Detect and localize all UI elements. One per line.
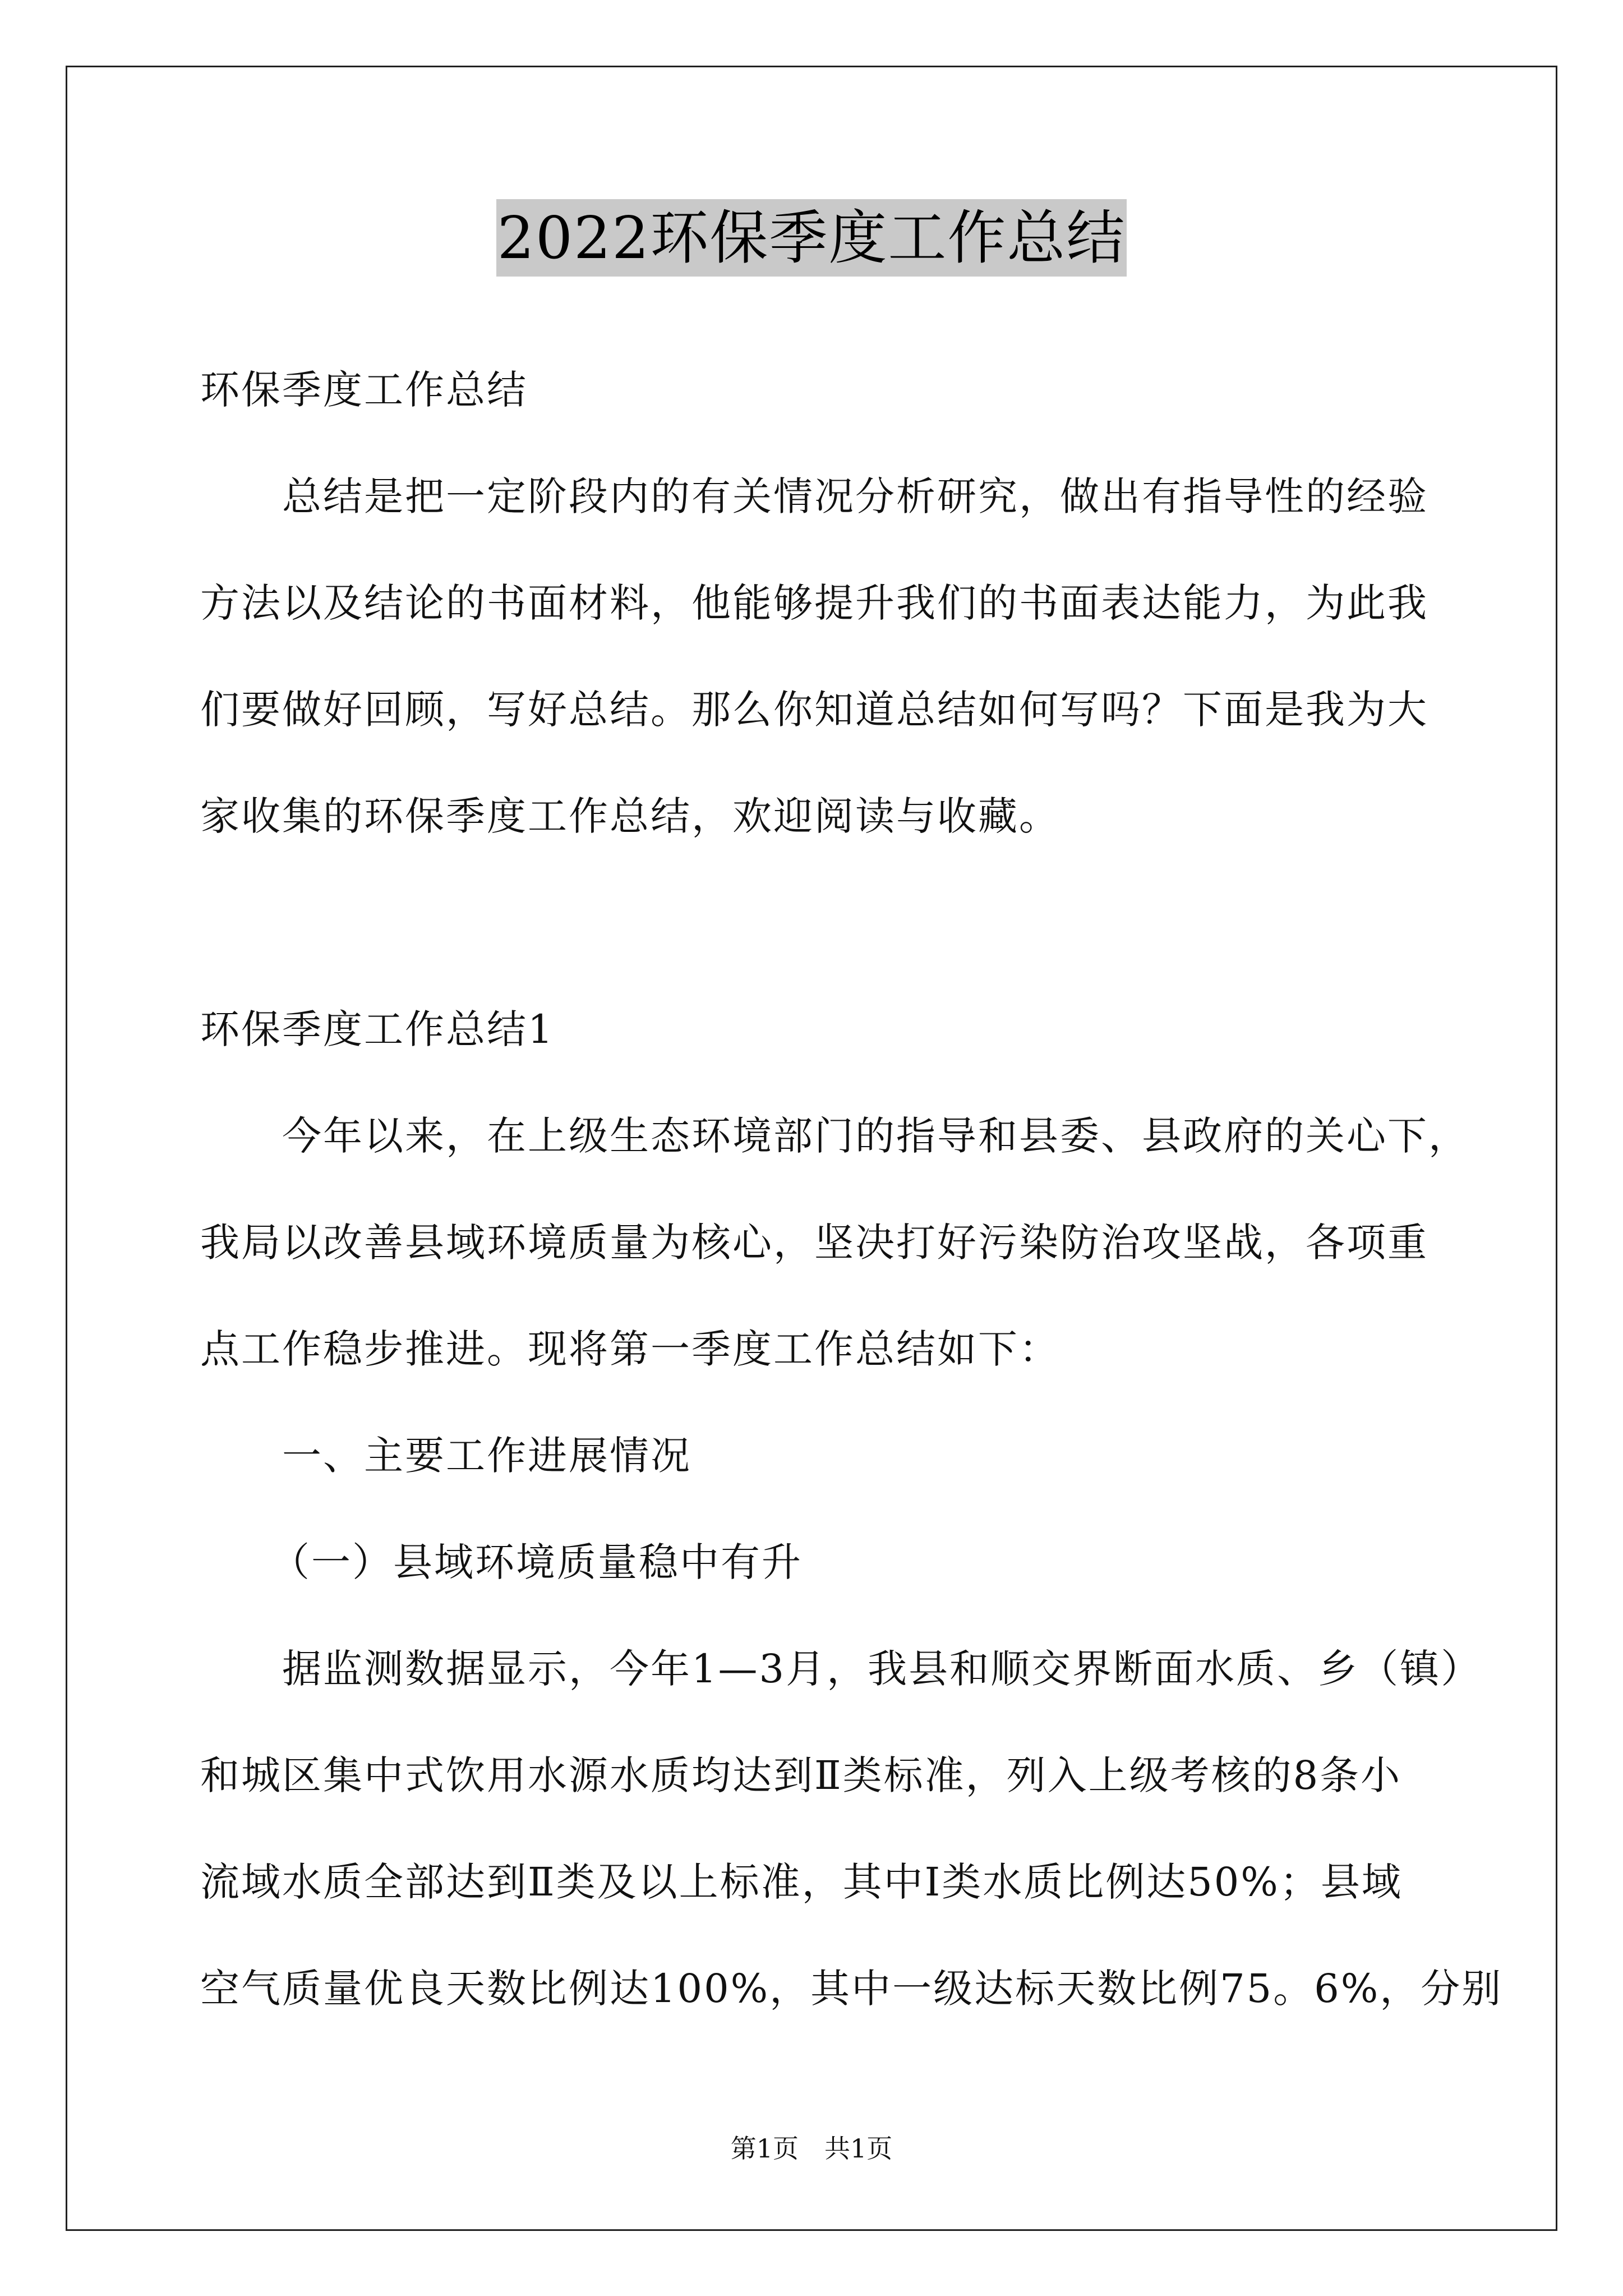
intro-paragraph-line: 家收集的环保季度工作总结，欢迎阅读与收藏。 xyxy=(200,793,1060,839)
document-title: 2022环保季度工作总结 xyxy=(496,199,1127,277)
body-paragraph-line: 空气质量优良天数比例达100%，其中一级达标天数比例75。6%，分别 xyxy=(200,1966,1503,2012)
intro-paragraph-line: 方法以及结论的书面材料，他能够提升我们的书面表达能力，为此我 xyxy=(200,580,1428,626)
heading-level-2: （一）县域环境质量稳中有升 xyxy=(270,1539,803,1585)
page-footer: 第1页 共1页 xyxy=(730,2133,893,2164)
body-paragraph-line: 流域水质全部达到Ⅱ类及以上标准，其中Ⅰ类水质比例达50%；县域 xyxy=(200,1859,1403,1905)
body-paragraph-line: 据监测数据显示，今年1—3月，我县和顺交界断面水质、乡（镇） xyxy=(282,1646,1482,1692)
subtitle-line: 环保季度工作总结 xyxy=(200,367,528,413)
document-body xyxy=(200,337,1503,2042)
section-heading: 环保季度工作总结1 xyxy=(200,1006,555,1052)
intro-paragraph-line: 们要做好回顾，写好总结。那么你知道总结如何写吗？下面是我为大 xyxy=(200,687,1428,733)
intro-paragraph-line: 总结是把一定阶段内的有关情况分析研究，做出有指导性的经验 xyxy=(282,473,1428,519)
body-paragraph-line: 我局以改善县域环境质量为核心，坚决打好污染防治攻坚战，各项重 xyxy=(200,1220,1428,1266)
body-paragraph-line: 和城区集中式饮用水源水质均达到Ⅱ类标准，列入上级考核的8条小 xyxy=(200,1752,1402,1798)
body-paragraph-line: 点工作稳步推进。现将第一季度工作总结如下： xyxy=(200,1326,1060,1372)
document-title-container xyxy=(0,199,1623,277)
heading-level-1: 一、主要工作进展情况 xyxy=(282,1433,691,1479)
body-paragraph-line: 今年以来，在上级生态环境部门的指导和县委、县政府的关心下， xyxy=(282,1113,1469,1159)
paragraph-gap xyxy=(200,869,1426,976)
